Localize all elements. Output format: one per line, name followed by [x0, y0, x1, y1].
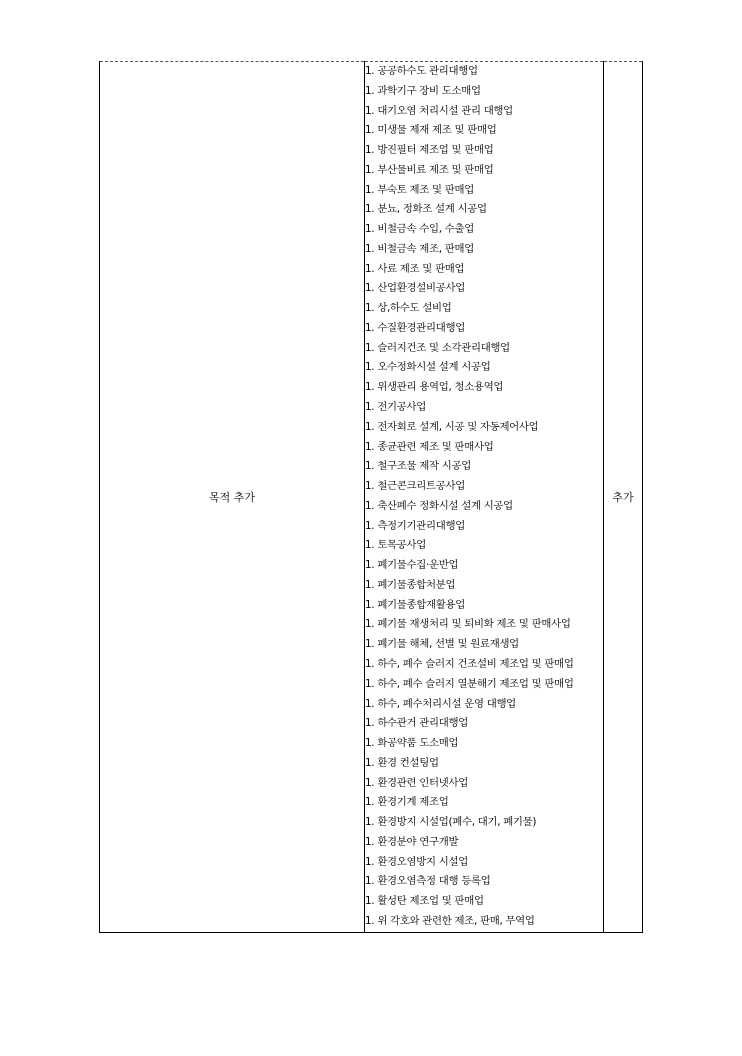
list-item: 1. 부산물비료 제조 및 판매업 [365, 163, 494, 176]
list-item: 1. 환경 컨설팅업 [365, 756, 439, 769]
list-item: 1. 수질환경관리대행업 [365, 321, 465, 334]
list-item: 1. 폐기물종합재활용업 [365, 598, 465, 611]
list-item: 1. 대기오염 처리시설 관리 대행업 [365, 104, 513, 117]
list-item: 1. 사료 제조 및 판매업 [365, 262, 465, 275]
list-item: 1. 환경분야 연구개발 [365, 835, 459, 848]
list-item: 1. 폐기물 재생처리 및 퇴비화 제조 및 판매사업 [365, 618, 571, 631]
list-item: 1. 전기공사업 [365, 401, 427, 414]
list-item: 1. 비철금속 제조, 판매업 [365, 242, 474, 255]
list-item: 1. 위생관리 용역업, 청소용역업 [365, 381, 504, 394]
category-label: 목적 추가 [100, 62, 365, 933]
list-item: 1. 철구조물 제작 시공업 [365, 460, 471, 473]
list-item: 1. 환경오염측정 대행 등록업 [365, 875, 491, 888]
list-item: 1. 환경관련 인터넷사업 [365, 776, 468, 789]
list-item: 1. 환경방지 시설업(폐수, 대기, 폐기물) [365, 816, 537, 829]
business-items-cell [365, 62, 604, 933]
list-item: 1. 공공하수도 관리대행업 [365, 65, 478, 77]
note-label: 추가 [604, 62, 643, 933]
list-item: 1. 과학기구 장비 도소매업 [365, 84, 481, 97]
list-item: 1. 오수정화시설 설계 시공업 [365, 361, 491, 374]
list-item: 1. 철근콘크리트공사업 [365, 480, 465, 493]
list-item: 1. 폐기물수집·운반업 [365, 559, 459, 572]
list-item: 1. 미생물 제재 제조 및 판매업 [365, 124, 497, 137]
list-item: 1. 비철금속 수입, 수출업 [365, 223, 474, 236]
list-item: 1. 하수, 폐수 슬러지 열분해기 제조업 및 판매업 [365, 677, 574, 690]
list-item: 1. 전자회로 설계, 시공 및 자동제어사업 [365, 420, 539, 433]
list-item: 1. 토목공사업 [365, 539, 427, 552]
list-item: 1. 측정기기관리대행업 [365, 519, 465, 532]
list-item: 1. 활성탄 제조업 및 판매업 [365, 895, 484, 908]
list-item: 1. 환경기계 제조업 [365, 796, 449, 809]
list-item: 1. 환경오염방지 시설업 [365, 855, 468, 868]
list-item: 1. 하수관거 관리대행업 [365, 717, 468, 730]
business-items-list [365, 62, 603, 932]
table-row [100, 62, 643, 933]
list-item: 1. 분뇨, 정화조 설계 시공업 [365, 203, 487, 216]
list-item: 1. 산업환경설비공사업 [365, 282, 465, 295]
list-item: 1. 부숙토 제조 및 판매업 [365, 183, 474, 196]
list-item: 1. 하수, 폐수 슬러지 건조설비 제조업 및 판매업 [365, 657, 574, 670]
list-item: 1. 축산폐수 정화시설 설계 시공업 [365, 499, 513, 512]
list-item: 1. 종균관련 제조 및 판매사업 [365, 440, 494, 453]
list-item: 1. 방진필터 제조업 및 판매업 [365, 144, 494, 157]
list-item: 1. 위 각호와 관련한 제조, 판매, 무역업 [365, 914, 535, 927]
amendment-table [99, 61, 643, 933]
list-item: 1. 슬러지건조 및 소각관리대행업 [365, 341, 510, 354]
list-item: 1. 하수, 폐수처리시설 운영 대행업 [365, 697, 516, 710]
list-item: 1. 폐기물종합처분업 [365, 578, 456, 591]
list-item: 1. 폐기물 해체, 선별 및 원료재생업 [365, 638, 519, 651]
list-item: 1. 상,하수도 설비업 [365, 302, 452, 315]
list-item: 1. 화공약품 도소매업 [365, 737, 459, 750]
